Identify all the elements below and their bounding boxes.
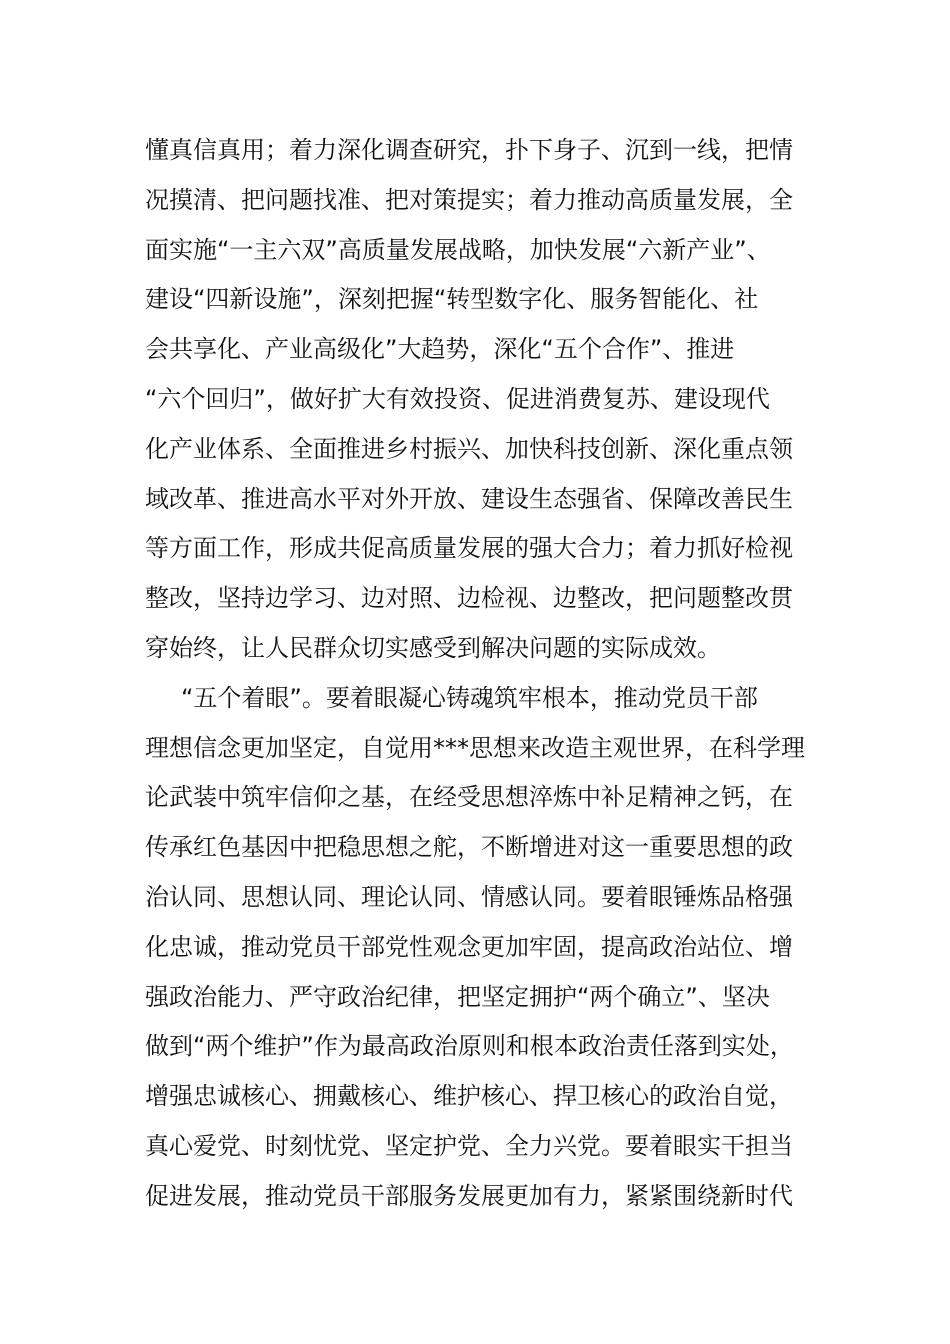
text-line: “六个回归”，做好扩大有效投资、促进消费复苏、建设现代 [145, 384, 770, 413]
text-line: 理想信念更加坚定，自觉用***思想来改造主观世界，在科学理 [145, 733, 805, 762]
text-line: 传承红色基因中把稳思想之舵，不断增进对这一重要思想的政 [145, 833, 793, 862]
text-line: 会共享化、产业高级化”大趋势，深化“五个合作”、推进 [145, 335, 735, 364]
text-line: 建设“四新设施”，深刻把握“转型数字化、服务智能化、社 [145, 285, 759, 314]
text-line: 懂真信真用；着力深化调查研究，扑下身子、沉到一线，把情 [145, 136, 793, 164]
paragraph-start-line: “五个着眼”。要着眼凝心铸魂筑牢根本，推动党员干部 [181, 683, 758, 712]
text-line: 穿始终，让人民群众切实感受到解决问题的实际成效。 [145, 633, 721, 662]
text-line: 做到“两个维护”作为最高政治原则和根本政治责任落到实处， [145, 1032, 794, 1061]
body-text [145, 126, 835, 1222]
text-line: 等方面工作，形成共促高质量发展的强大合力；着力抓好检视 [145, 534, 793, 563]
text-line: 化忠诚，推动党员干部党性观念更加牢固，提高政治站位、增 [145, 932, 793, 961]
text-line: 治认同、思想认同、理论认同、情感认同。要着眼锤炼品格强 [145, 882, 793, 911]
text-line: 强政治能力、严守政治纪律，把坚定拥护“两个确立”、坚决 [145, 982, 770, 1011]
text-line: 面实施“一主六双”高质量发展战略，加快发展“六新产业”、 [145, 235, 771, 264]
text-line: 域改革、推进高水平对外开放、建设生态强省、保障改善民生 [145, 484, 793, 513]
text-line: 况摸清、把问题找准、把对策提实；着力推动高质量发展，全 [145, 185, 793, 214]
text-line: 整改，坚持边学习、边对照、边检视、边整改，把问题整改贯 [145, 584, 793, 613]
text-line: 促进发展，推动党员干部服务发展更加有力，紧紧围绕新时代 [145, 1181, 793, 1210]
text-line: 论武装中筑牢信仰之基，在经受思想淬炼中补足精神之钙，在 [145, 783, 793, 812]
text-line: 真心爱党、时刻忧党、坚定护党、全力兴党。要着眼实干担当 [145, 1131, 793, 1160]
text-line: 化产业体系、全面推进乡村振兴、加快科技创新、深化重点领 [145, 434, 793, 463]
text-line: 增强忠诚核心、拥戴核心、维护核心、捍卫核心的政治自觉， [145, 1082, 793, 1111]
